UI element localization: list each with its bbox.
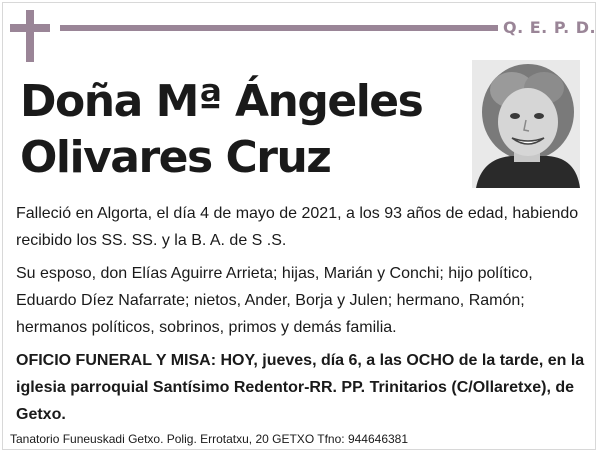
name-line-1: Doña Mª Ángeles: [20, 76, 423, 127]
name-line-2: Olivares Cruz: [20, 132, 331, 183]
death-announcement: Falleció en Algorta, el día 4 de mayo de 2021, a los 93 años de edad, habiendo recibido los SS. SS. y la B. A. de S .S.: [16, 205, 579, 249]
funeral-details: OFICIO FUNERAL Y MISA: HOY, jueves, día 6, a las OCHO de la tarde, en la iglesia parroquial Santísimo Redentor-RR. PP. Trinitarios (C/Ollaretxe), de Getxo.: [16, 352, 585, 423]
portrait-photo: [472, 60, 580, 188]
qepd-label: Q. E. P. D.: [503, 18, 597, 37]
header-rule: [60, 25, 498, 31]
family-list: Su esposo, don Elías Aguirre Arrieta; hijas, Marián y Conchi; hijo político, Eduardo Díez Nafarrate; nietos, Ander, Borja y Julen; hermano, Ramón; hermanos políticos, sobrinos, primos y demás familia.: [16, 265, 533, 336]
notice-body: [16, 200, 586, 434]
deceased-name: [20, 74, 460, 186]
cross-icon: [10, 10, 50, 62]
funeral-home-info: Tanatorio Funeuskadi Getxo. Polig. Errotatxu, 20 GETXO Tfno: 944646381: [10, 432, 409, 446]
